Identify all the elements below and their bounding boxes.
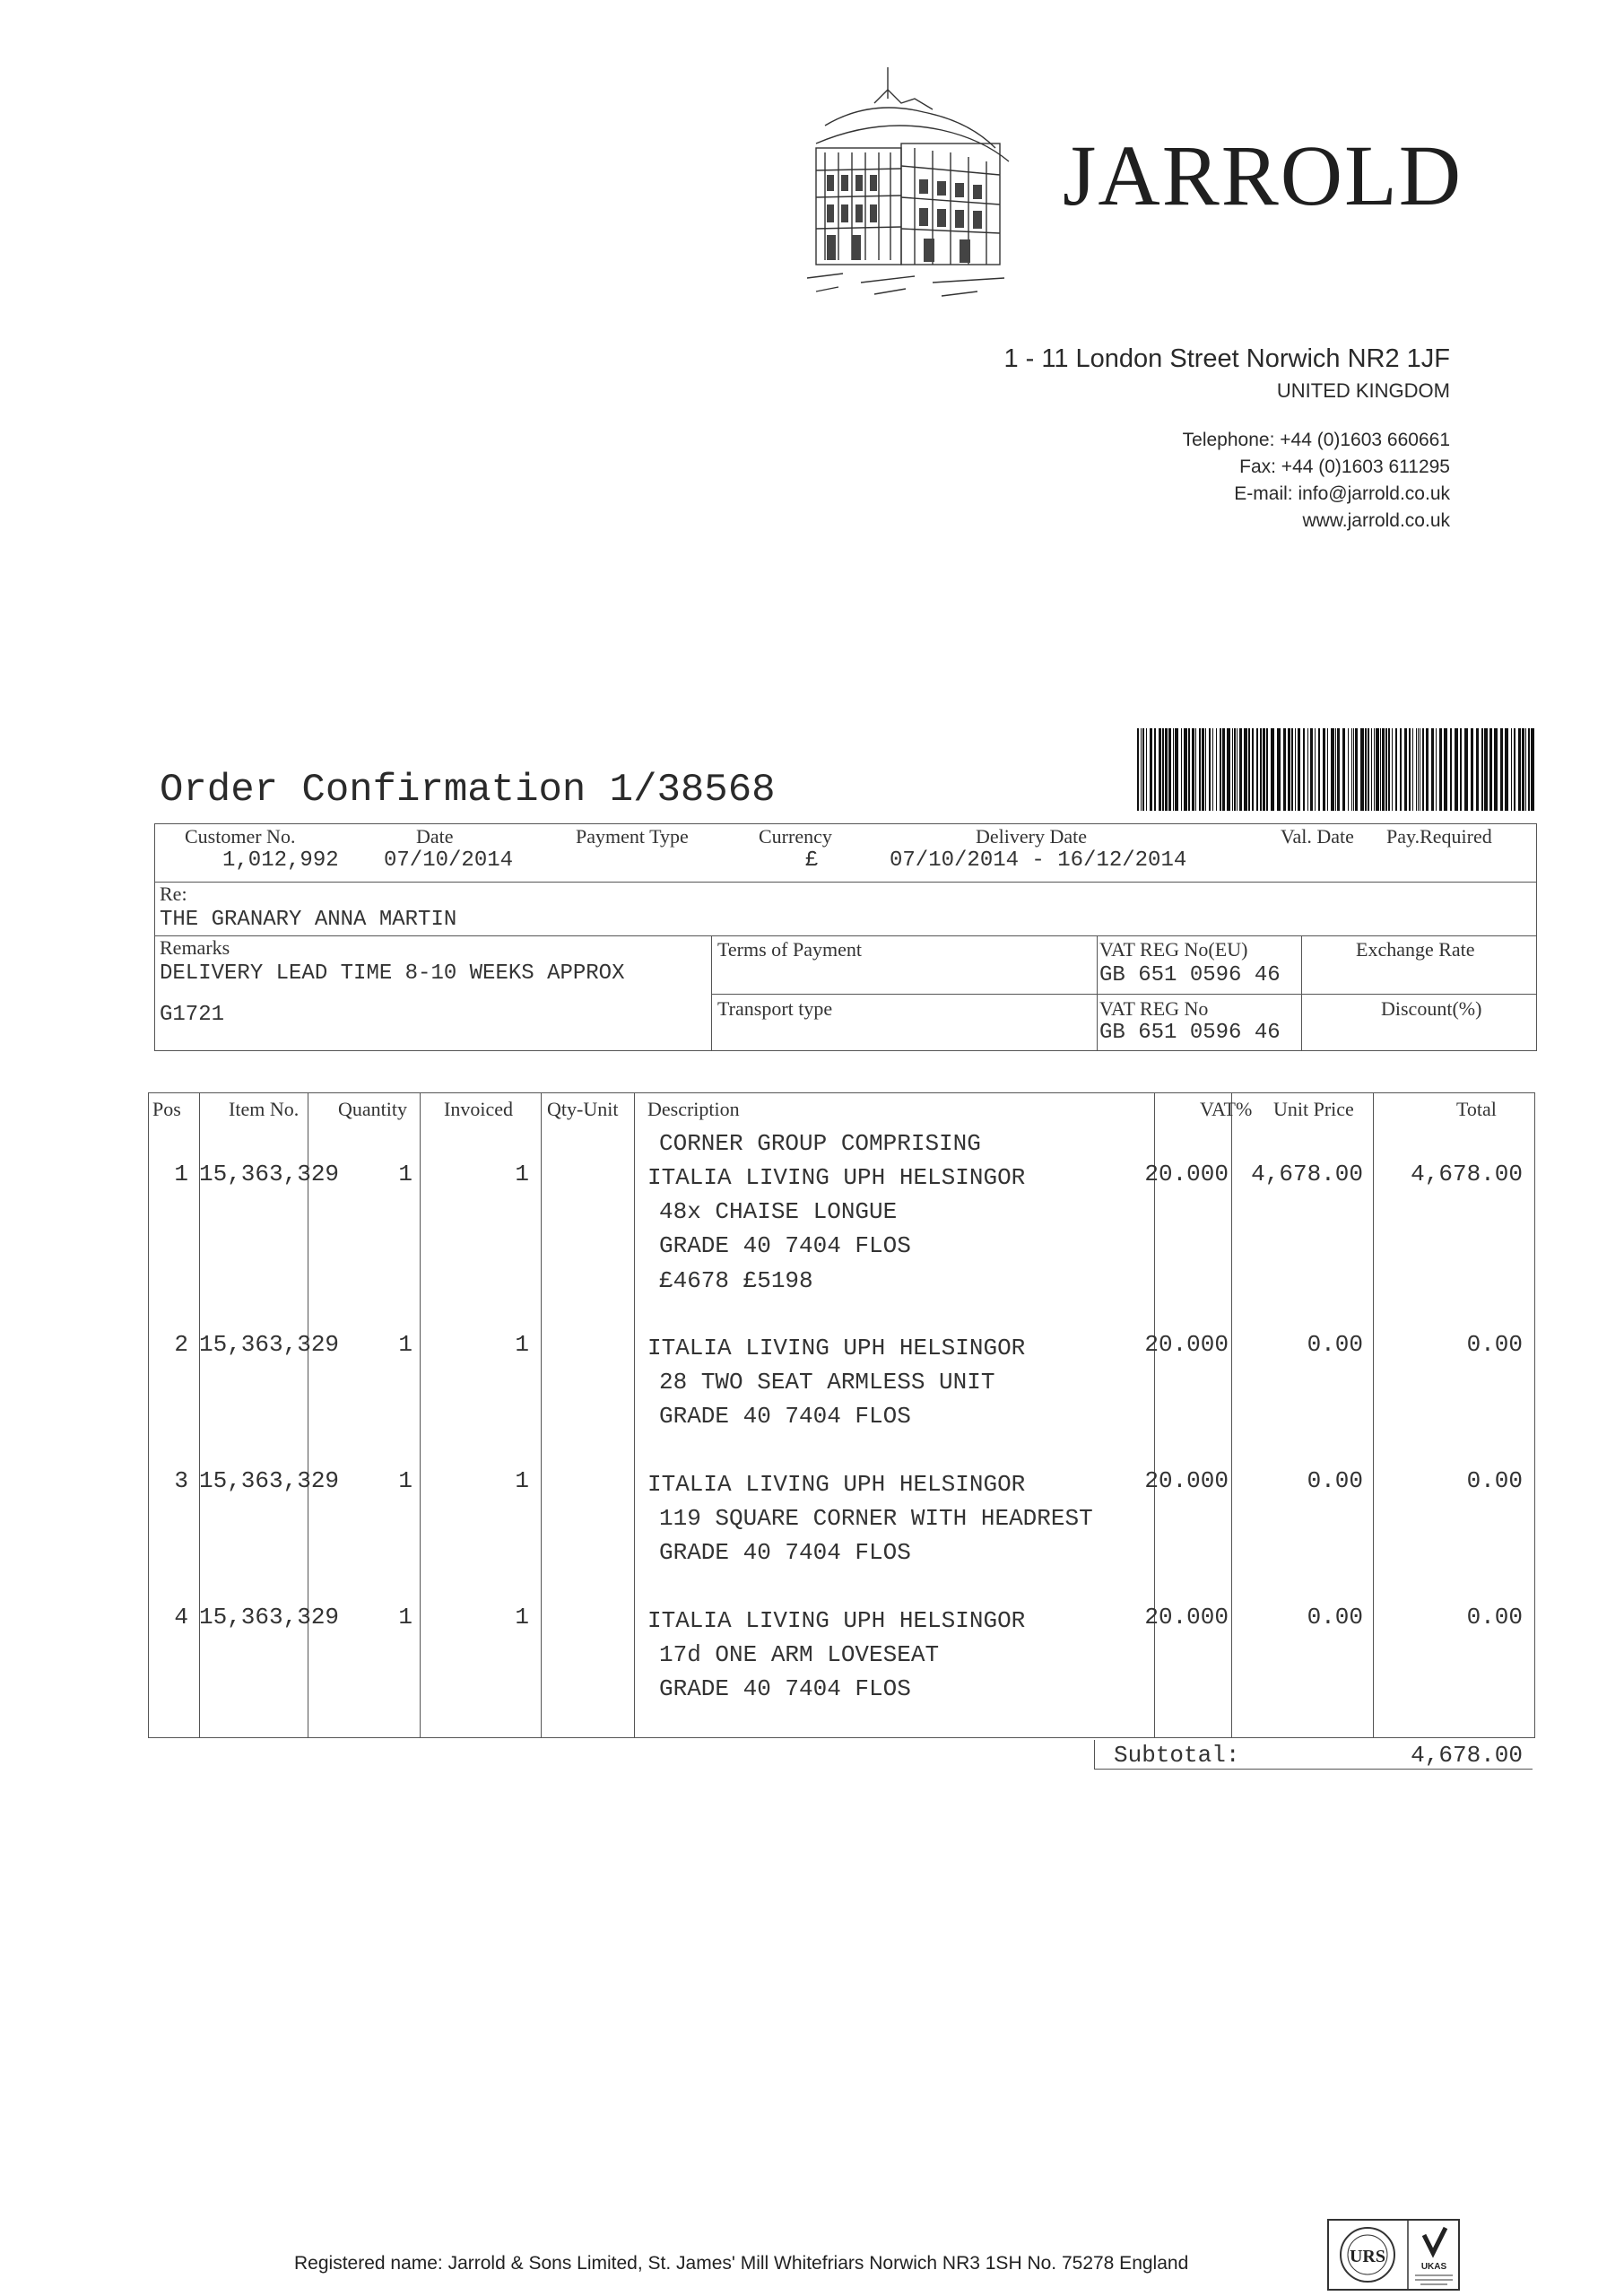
row-total: 0.00 (1466, 1467, 1523, 1494)
row-description-line1: ITALIA LIVING UPH HELSINGOR (647, 1471, 1026, 1498)
row-description-line1: ITALIA LIVING UPH HELSINGOR (647, 1335, 1026, 1361)
row-unit-price: 0.00 (1307, 1467, 1363, 1494)
column-header-pos: Pos (152, 1098, 181, 1120)
date-label: Date (416, 825, 454, 848)
customer-no-label: Customer No. (185, 825, 296, 848)
row-item-no: 15,363,329 (199, 1161, 340, 1187)
certification-logo-icon (1327, 2219, 1460, 2291)
delivery-date-value: 07/10/2014 - 16/12/2014 (890, 848, 1187, 873)
barcode-icon (1137, 728, 1535, 811)
row-vat: 20.000 (1144, 1604, 1229, 1631)
row-pos: 4 (174, 1604, 188, 1631)
row-description-line2: 48x CHAISE LONGUE (659, 1198, 898, 1225)
customer-no-value: 1,012,992 (222, 848, 339, 873)
company-contact-block (1183, 427, 1450, 535)
column-header-quantity: Quantity (338, 1098, 407, 1120)
cert-urs-text: URS (1349, 2247, 1386, 2266)
currency-value: £ (805, 848, 819, 873)
val-date-label: Val. Date (1281, 825, 1354, 848)
pay-required-label: Pay.Required (1386, 825, 1492, 848)
column-header-invoiced: Invoiced (444, 1098, 513, 1120)
row-invoiced: 1 (515, 1467, 529, 1494)
company-email[interactable]: E-mail: info@jarrold.co.uk (1234, 483, 1450, 504)
row-description-line3: GRADE 40 7404 FLOS (659, 1539, 911, 1566)
row-pos: 2 (174, 1331, 188, 1358)
remarks-line1: DELIVERY LEAD TIME 8-10 WEEKS APPROX (160, 961, 625, 986)
row-invoiced: 1 (515, 1331, 529, 1358)
subtotal-value: 4,678.00 (1411, 1742, 1523, 1769)
row-total: 0.00 (1466, 1331, 1523, 1358)
order-title: Order Confirmation 1/38568 (160, 768, 776, 813)
company-website[interactable]: www.jarrold.co.uk (1302, 510, 1450, 531)
row-vat: 20.000 (1144, 1467, 1229, 1494)
row-description-line2: 119 SQUARE CORNER WITH HEADREST (659, 1505, 1093, 1532)
row-description-line3: GRADE 40 7404 FLOS (659, 1403, 911, 1430)
row-description-line2: 28 TWO SEAT ARMLESS UNIT (659, 1369, 995, 1396)
date-value: 07/10/2014 (384, 848, 514, 873)
row-quantity: 1 (398, 1604, 413, 1631)
transport-type-label: Transport type (717, 997, 833, 1020)
row-description-line3: GRADE 40 7404 FLOS (659, 1232, 911, 1259)
row-item-no: 15,363,329 (199, 1604, 340, 1631)
payment-type-label: Payment Type (576, 825, 689, 848)
row-item-no: 15,363,329 (199, 1467, 340, 1494)
row-pos: 1 (174, 1161, 188, 1187)
subtotal-label: Subtotal: (1114, 1742, 1240, 1769)
re-label: Re: (160, 883, 187, 905)
exchange-rate-label: Exchange Rate (1356, 938, 1475, 961)
row-invoiced: 1 (515, 1161, 529, 1187)
row-description-line1: ITALIA LIVING UPH HELSINGOR (647, 1607, 1026, 1634)
column-header-unit-price: Unit Price (1273, 1098, 1354, 1120)
remarks-label: Remarks (160, 936, 230, 959)
row-quantity: 1 (398, 1331, 413, 1358)
company-logo-text: JARROLD (1063, 127, 1463, 223)
row-invoiced: 1 (515, 1604, 529, 1631)
company-fax: Fax: +44 (0)1603 611295 (1239, 457, 1450, 477)
column-header-total: Total (1456, 1098, 1497, 1120)
company-country: UNITED KINGDOM (1276, 379, 1450, 402)
row-total: 0.00 (1466, 1604, 1523, 1631)
re-value: THE GRANARY ANNA MARTIN (160, 908, 457, 932)
row-item-no: 15,363,329 (199, 1331, 340, 1358)
row-unit-price: 0.00 (1307, 1604, 1363, 1631)
building-illustration-logo (789, 63, 1031, 314)
row-unit-price: 0.00 (1307, 1331, 1363, 1358)
vat-reg-value: GB 651 0596 46 (1099, 1021, 1281, 1045)
row-unit-price: 4,678.00 (1251, 1161, 1363, 1187)
column-header-vat: VAT% (1200, 1098, 1253, 1120)
row-description-line1: ITALIA LIVING UPH HELSINGOR (647, 1164, 1026, 1191)
row-description-line4: £4678 £5198 (659, 1267, 813, 1294)
vat-reg-eu-label: VAT REG No(EU) (1099, 938, 1248, 961)
vat-reg-label: VAT REG No (1099, 997, 1209, 1020)
delivery-date-label: Delivery Date (976, 825, 1087, 848)
currency-label: Currency (759, 825, 832, 848)
row-vat: 20.000 (1144, 1331, 1229, 1358)
company-address: 1 - 11 London Street Norwich NR2 1JF (1003, 344, 1450, 373)
row-total: 4,678.00 (1411, 1161, 1523, 1187)
row-description-line2: 17d ONE ARM LOVESEAT (659, 1641, 940, 1668)
vat-reg-eu-value: GB 651 0596 46 (1099, 963, 1281, 987)
company-telephone: Telephone: +44 (0)1603 660661 (1182, 430, 1450, 450)
order-header-box (154, 823, 1537, 1051)
row-description-line3: GRADE 40 7404 FLOS (659, 1675, 911, 1702)
column-header-item-no: Item No. (229, 1098, 300, 1120)
row-quantity: 1 (398, 1161, 413, 1187)
row-quantity: 1 (398, 1467, 413, 1494)
remarks-line2: G1721 (160, 1003, 225, 1027)
registered-name-footer: Registered name: Jarrold & Sons Limited, St. James' Mill Whitefriars Norwich NR3 1SH No. 75278 England (294, 2253, 1189, 2274)
column-header-qty-unit: Qty-Unit (547, 1098, 619, 1120)
row-vat: 20.000 (1144, 1161, 1229, 1187)
terms-of-payment-label: Terms of Payment (717, 938, 862, 961)
discount-label: Discount(%) (1381, 997, 1482, 1020)
row-description-prefix: CORNER GROUP COMPRISING (659, 1130, 981, 1157)
row-pos: 3 (174, 1467, 188, 1494)
column-header-description: Description (647, 1098, 740, 1120)
cert-ukas-text: UKAS (1420, 2262, 1447, 2272)
